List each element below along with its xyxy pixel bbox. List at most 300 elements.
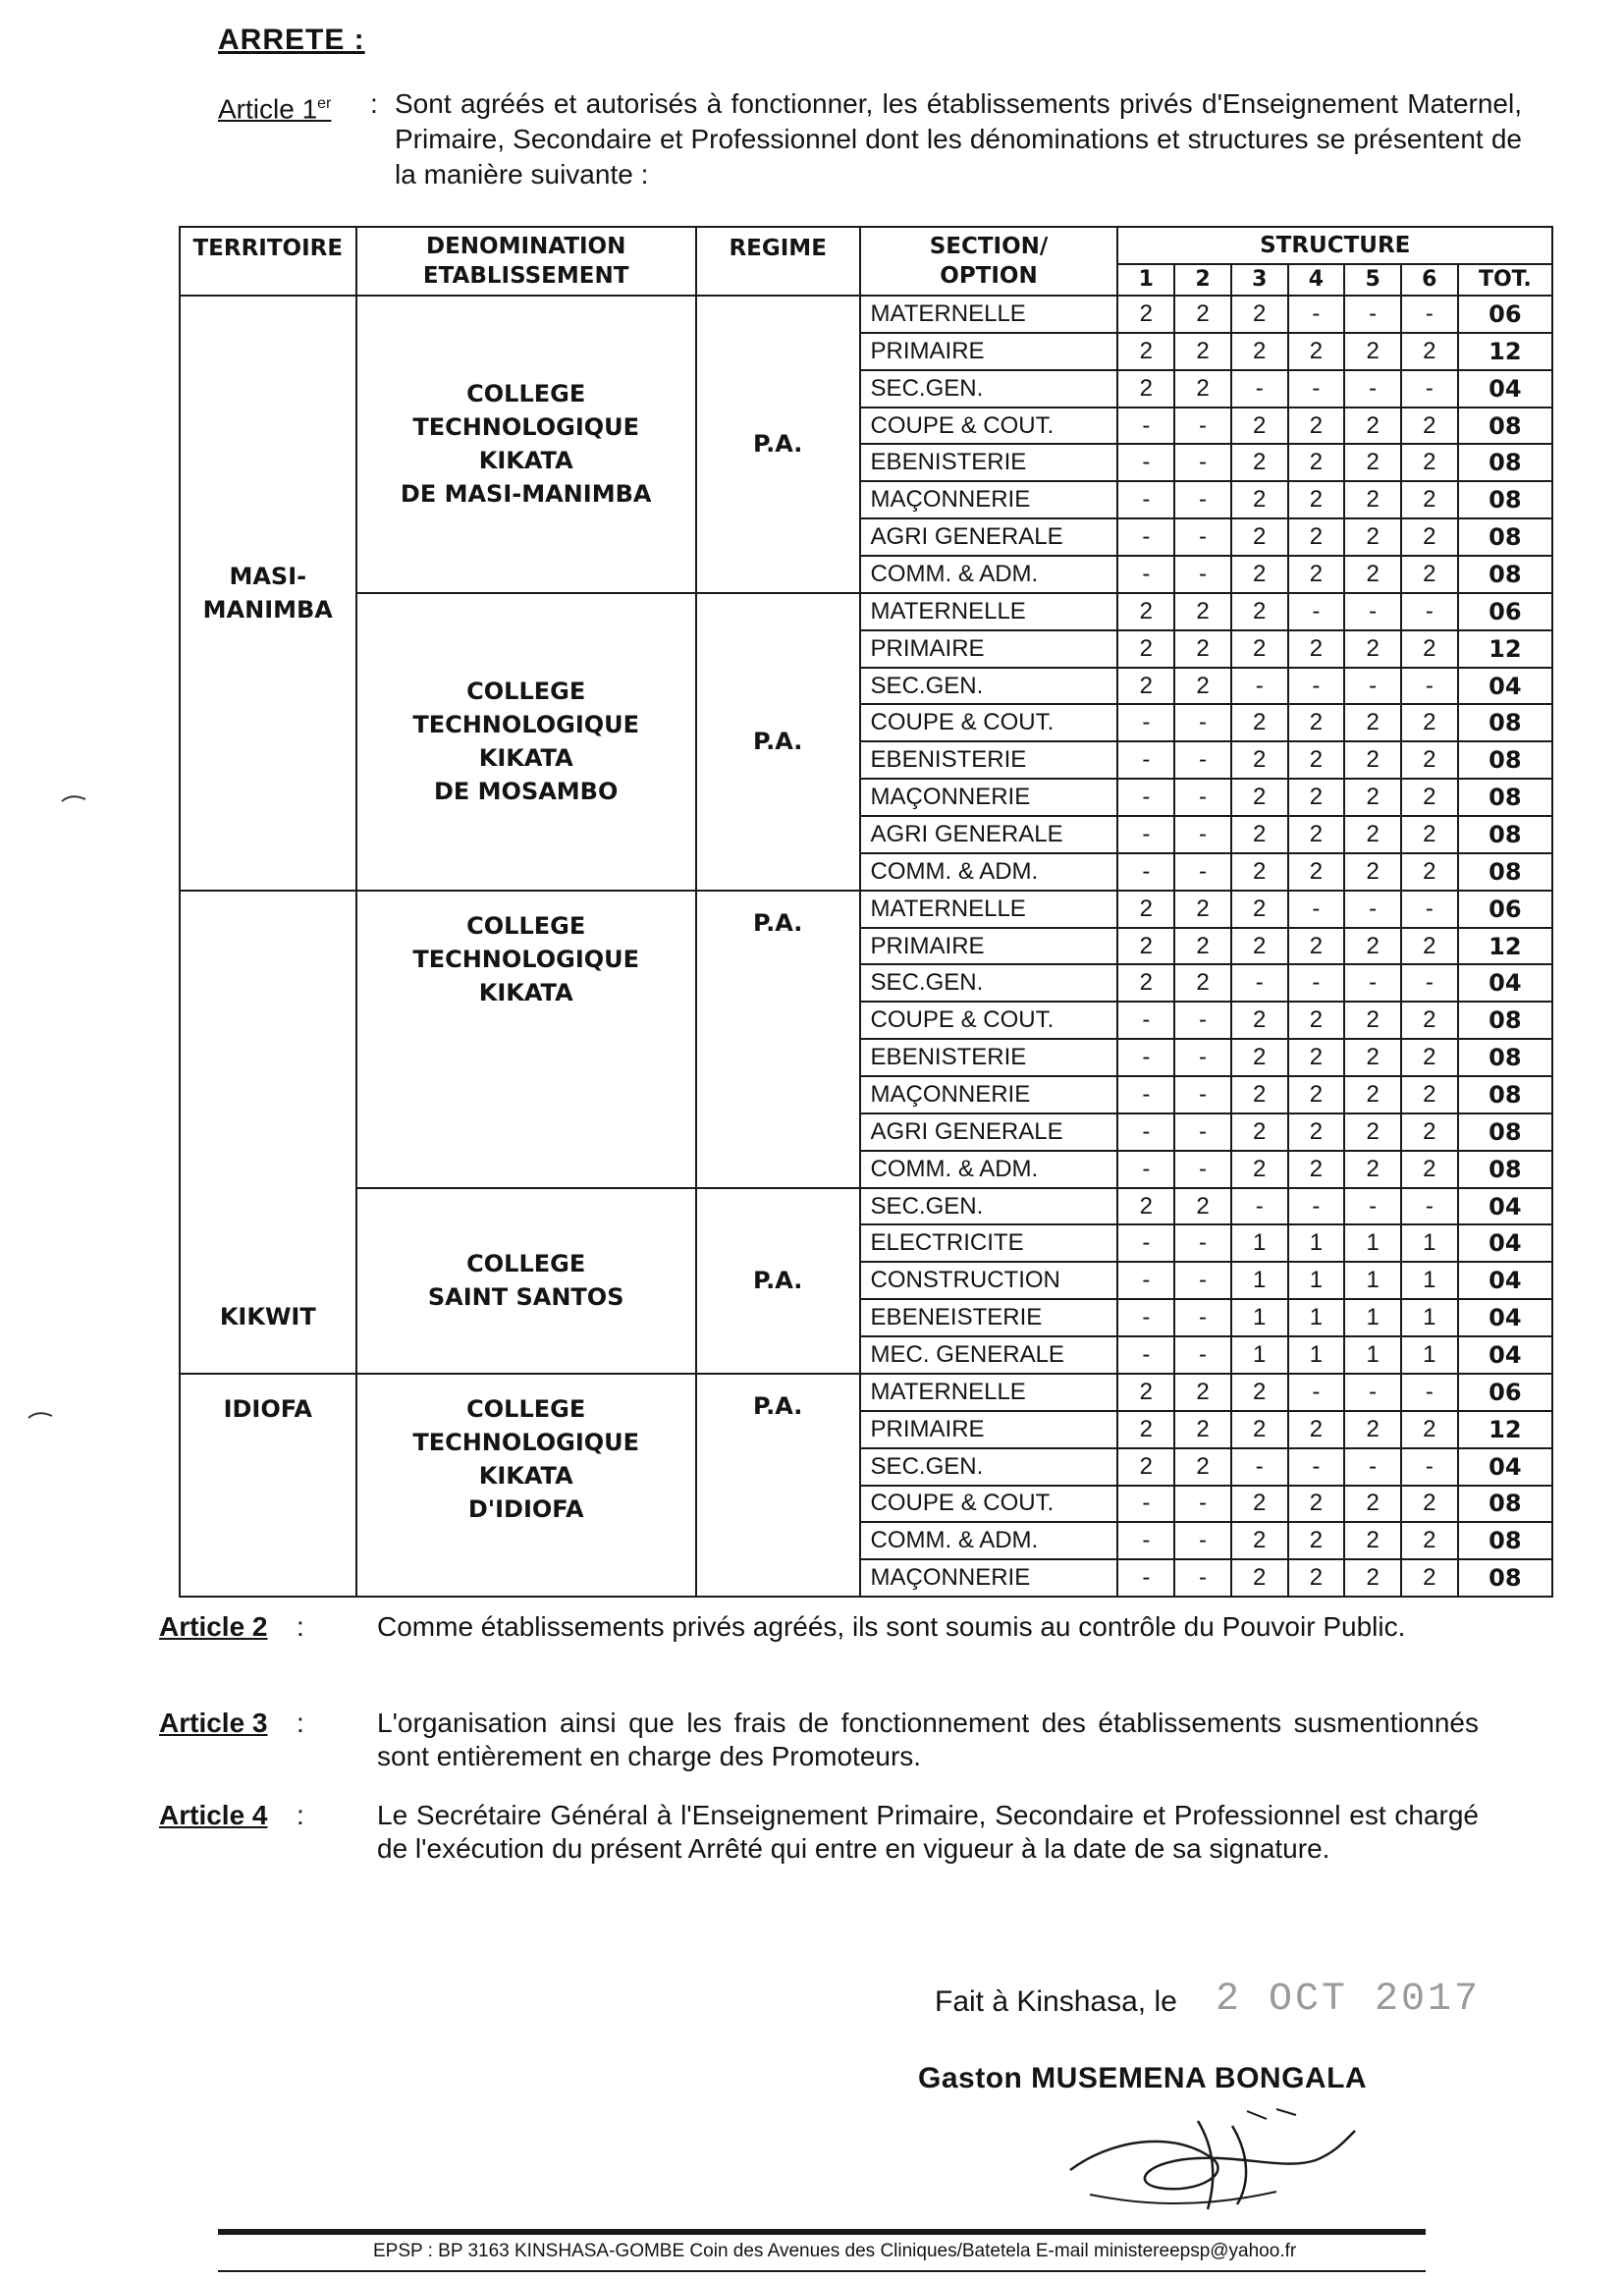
structure-cell-year-2: - (1174, 1299, 1231, 1336)
header-denomination: DENOMINATION ETABLISSEMENT (356, 227, 696, 296)
structure-cell-year-5: 2 (1344, 1559, 1401, 1597)
territory-cell: KIKWIT (180, 891, 356, 1374)
structure-cell-year-4: 2 (1288, 1151, 1345, 1188)
structure-cell-year-5: 2 (1344, 853, 1401, 891)
structure-cell-year-3: 2 (1231, 1486, 1288, 1523)
structure-cell-year-5: 2 (1344, 928, 1401, 965)
structure-cell-year-1: - (1117, 1002, 1174, 1039)
structure-cell-year-2: - (1174, 518, 1231, 556)
structure-cell-year-3: 2 (1231, 481, 1288, 518)
structure-cell-year-4: 2 (1288, 779, 1345, 816)
section-option-cell: SEC.GEN. (860, 1448, 1118, 1486)
structure-cell-year-3: 2 (1231, 816, 1288, 853)
structure-cell-year-3: - (1231, 1448, 1288, 1486)
structure-cell-year-6: - (1401, 1374, 1458, 1411)
structure-cell-year-3: 2 (1231, 1151, 1288, 1188)
establishment-name: COLLEGE TECHNOLOGIQUE KIKATA (356, 891, 696, 1188)
structure-cell-year-3: 2 (1231, 1411, 1288, 1448)
structure-cell-year-3: 2 (1231, 1113, 1288, 1151)
structure-cell-year-3: 2 (1231, 853, 1288, 891)
header-col-tot: TOT. (1458, 264, 1552, 296)
structure-cell-year-4: 2 (1288, 333, 1345, 370)
structure-cell-year-1: 2 (1117, 1411, 1174, 1448)
structure-cell-year-2: - (1174, 556, 1231, 593)
structure-cell-year-2: - (1174, 481, 1231, 518)
section-option-cell: COMM. & ADM. (860, 1151, 1118, 1188)
section-option-cell: EBENISTERIE (860, 741, 1118, 779)
structure-cell-year-2: 2 (1174, 630, 1231, 668)
structure-cell-year-3: 2 (1231, 1522, 1288, 1559)
section-option-cell: MATERNELLE (860, 891, 1118, 928)
structure-cell-year-1: - (1117, 518, 1174, 556)
total-cell: 04 (1458, 1188, 1552, 1225)
structure-cell-year-3: 2 (1231, 1076, 1288, 1113)
total-cell: 08 (1458, 853, 1552, 891)
structure-cell-year-2: - (1174, 1522, 1231, 1559)
structure-cell-year-2: 2 (1174, 296, 1231, 333)
structure-cell-year-6: 2 (1401, 928, 1458, 965)
structure-cell-year-4: - (1288, 593, 1345, 630)
regime-cell: P.A. (696, 593, 860, 891)
establishment-name: COLLEGE TECHNOLOGIQUE KIKATA D'IDIOFA (356, 1374, 696, 1597)
header-col-5: 5 (1344, 264, 1401, 296)
structure-cell-year-6: 2 (1401, 1076, 1458, 1113)
structure-cell-year-3: 2 (1231, 891, 1288, 928)
structure-cell-year-1: - (1117, 556, 1174, 593)
structure-cell-year-5: 2 (1344, 1486, 1401, 1523)
total-cell: 06 (1458, 296, 1552, 333)
structure-cell-year-3: - (1231, 668, 1288, 705)
section-option-cell: MAÇONNERIE (860, 1076, 1118, 1113)
regime-cell: P.A. (696, 1188, 860, 1374)
structure-cell-year-1: - (1117, 1039, 1174, 1076)
structure-cell-year-5: 2 (1344, 444, 1401, 481)
structure-cell-year-1: - (1117, 407, 1174, 445)
territory-cell: MASI- MANIMBA (180, 296, 356, 891)
total-cell: 04 (1458, 1336, 1552, 1374)
article-2-colon: : (297, 1611, 304, 1642)
footer-address: EPSP : BP 3163 KINSHASA-GOMBE Coin des Avenues des Cliniques/Batetela E-mail ministereepsp@yahoo.fr (373, 2241, 1297, 2261)
header-col-2: 2 (1174, 264, 1231, 296)
structure-cell-year-4: - (1288, 1374, 1345, 1411)
structure-cell-year-2: - (1174, 1559, 1231, 1597)
section-option-cell: EBENISTERIE (860, 1039, 1118, 1076)
structure-cell-year-2: 2 (1174, 1448, 1231, 1486)
structure-cell-year-2: - (1174, 741, 1231, 779)
header-territoire: TERRITOIRE (180, 227, 356, 296)
structure-cell-year-1: 2 (1117, 1448, 1174, 1486)
header-regime: REGIME (696, 227, 860, 296)
section-option-cell: CONSTRUCTION (860, 1262, 1118, 1299)
structure-cell-year-1: 2 (1117, 891, 1174, 928)
total-cell: 08 (1458, 1113, 1552, 1151)
structure-cell-year-4: - (1288, 964, 1345, 1002)
structure-cell-year-3: 2 (1231, 593, 1288, 630)
regime-cell: P.A. (696, 296, 860, 593)
structure-cell-year-6: 1 (1401, 1224, 1458, 1262)
structure-cell-year-1: - (1117, 779, 1174, 816)
structure-cell-year-6: - (1401, 296, 1458, 333)
total-cell: 06 (1458, 891, 1552, 928)
establishment-name: COLLEGE SAINT SANTOS (356, 1188, 696, 1374)
article-3-text: L'organisation ainsi que les frais de fonctionnement des établissements susmentionnés sont entièrement en charge des Promoteurs. (377, 1708, 1479, 1771)
structure-cell-year-3: 2 (1231, 556, 1288, 593)
structure-cell-year-1: - (1117, 1076, 1174, 1113)
article-3-colon: : (297, 1708, 304, 1738)
structure-cell-year-4: 1 (1288, 1262, 1345, 1299)
structure-cell-year-2: 2 (1174, 333, 1231, 370)
structure-cell-year-3: - (1231, 964, 1288, 1002)
structure-cell-year-1: 2 (1117, 668, 1174, 705)
total-cell: 12 (1458, 333, 1552, 370)
total-cell: 12 (1458, 630, 1552, 668)
structure-cell-year-5: 2 (1344, 1113, 1401, 1151)
structure-cell-year-5: - (1344, 296, 1401, 333)
structure-cell-year-6: 2 (1401, 518, 1458, 556)
total-cell: 08 (1458, 556, 1552, 593)
structure-cell-year-4: 2 (1288, 556, 1345, 593)
structure-cell-year-4: 2 (1288, 853, 1345, 891)
total-cell: 08 (1458, 779, 1552, 816)
structure-cell-year-5: - (1344, 1188, 1401, 1225)
structure-cell-year-3: 2 (1231, 630, 1288, 668)
structure-cell-year-6: 2 (1401, 444, 1458, 481)
total-cell: 04 (1458, 668, 1552, 705)
section-option-cell: COMM. & ADM. (860, 853, 1118, 891)
structure-cell-year-5: - (1344, 668, 1401, 705)
structure-cell-year-2: - (1174, 816, 1231, 853)
structure-cell-year-3: 2 (1231, 779, 1288, 816)
structure-cell-year-6: 2 (1401, 1039, 1458, 1076)
section-option-cell: MAÇONNERIE (860, 779, 1118, 816)
structure-cell-year-3: 1 (1231, 1262, 1288, 1299)
structure-cell-year-6: 1 (1401, 1262, 1458, 1299)
structure-cell-year-2: 2 (1174, 1411, 1231, 1448)
structure-cell-year-4: 2 (1288, 704, 1345, 741)
article-1-colon: : (370, 88, 378, 119)
total-cell: 08 (1458, 1559, 1552, 1597)
structure-cell-year-5: 1 (1344, 1224, 1401, 1262)
total-cell: 04 (1458, 1448, 1552, 1486)
structure-cell-year-1: - (1117, 444, 1174, 481)
structure-cell-year-6: - (1401, 1448, 1458, 1486)
structure-table (179, 226, 1553, 1598)
article-1-text: Sont agréés et autorisés à fonctionner, les établissements privés d'Enseignement Maternel, Primaire, Secondaire et Professionnel dont les dénominations et structures se présentent de la manière suivante : (395, 88, 1522, 190)
structure-cell-year-1: - (1117, 741, 1174, 779)
structure-cell-year-4: 2 (1288, 518, 1345, 556)
structure-cell-year-1: 2 (1117, 928, 1174, 965)
structure-cell-year-2: - (1174, 1486, 1231, 1523)
structure-cell-year-3: 2 (1231, 1374, 1288, 1411)
structure-cell-year-2: - (1174, 704, 1231, 741)
structure-cell-year-4: - (1288, 296, 1345, 333)
structure-cell-year-6: 2 (1401, 1113, 1458, 1151)
structure-cell-year-4: 1 (1288, 1224, 1345, 1262)
structure-cell-year-1: 2 (1117, 1188, 1174, 1225)
structure-cell-year-4: - (1288, 668, 1345, 705)
structure-cell-year-4: 2 (1288, 481, 1345, 518)
structure-cell-year-5: 2 (1344, 779, 1401, 816)
section-option-cell: PRIMAIRE (860, 928, 1118, 965)
structure-cell-year-6: 2 (1401, 741, 1458, 779)
section-option-cell: COUPE & COUT. (860, 1486, 1118, 1523)
article-1-label-text: Article 1 (218, 93, 318, 125)
structure-cell-year-1: - (1117, 1336, 1174, 1374)
article-2-text: Comme établissements privés agréés, ils sont soumis au contrôle du Pouvoir Public. (377, 1611, 1406, 1642)
structure-cell-year-3: 1 (1231, 1299, 1288, 1336)
structure-cell-year-3: 2 (1231, 928, 1288, 965)
structure-cell-year-4: 2 (1288, 1486, 1345, 1523)
structure-cell-year-5: 2 (1344, 1151, 1401, 1188)
structure-cell-year-3: - (1231, 1188, 1288, 1225)
section-option-cell: MAÇONNERIE (860, 1559, 1118, 1597)
total-cell: 04 (1458, 964, 1552, 1002)
structure-cell-year-5: - (1344, 964, 1401, 1002)
structure-cell-year-4: 2 (1288, 407, 1345, 445)
structure-cell-year-1: - (1117, 1486, 1174, 1523)
structure-cell-year-3: 2 (1231, 1002, 1288, 1039)
structure-cell-year-5: 2 (1344, 1411, 1401, 1448)
structure-cell-year-5: - (1344, 593, 1401, 630)
structure-cell-year-6: 2 (1401, 481, 1458, 518)
structure-cell-year-4: 2 (1288, 1522, 1345, 1559)
structure-cell-year-1: - (1117, 1224, 1174, 1262)
section-option-cell: AGRI GENERALE (860, 816, 1118, 853)
structure-cell-year-5: 2 (1344, 518, 1401, 556)
structure-cell-year-6: 2 (1401, 853, 1458, 891)
date-stamp: 2 OCT 2017 (1216, 1978, 1482, 2022)
structure-cell-year-6: 1 (1401, 1299, 1458, 1336)
structure-cell-year-6: 2 (1401, 1559, 1458, 1597)
section-option-cell: MATERNELLE (860, 1374, 1118, 1411)
table-row (180, 296, 1552, 333)
structure-cell-year-5: 2 (1344, 407, 1401, 445)
structure-cell-year-5: - (1344, 1448, 1401, 1486)
structure-cell-year-1: 2 (1117, 964, 1174, 1002)
structure-cell-year-6: 2 (1401, 1522, 1458, 1559)
article-4-colon: : (297, 1800, 304, 1830)
structure-cell-year-1: - (1117, 1559, 1174, 1597)
section-option-cell: AGRI GENERALE (860, 1113, 1118, 1151)
footer-rule-thin (218, 2270, 1426, 2272)
territory-cell: IDIOFA (180, 1374, 356, 1597)
structure-cell-year-5: 1 (1344, 1299, 1401, 1336)
structure-cell-year-5: 1 (1344, 1262, 1401, 1299)
header-col-4: 4 (1288, 264, 1345, 296)
total-cell: 08 (1458, 1522, 1552, 1559)
structure-cell-year-1: 2 (1117, 296, 1174, 333)
header-section-option: SECTION/ OPTION (860, 227, 1118, 296)
structure-cell-year-6: 2 (1401, 1151, 1458, 1188)
structure-cell-year-1: - (1117, 1113, 1174, 1151)
structure-cell-year-4: - (1288, 891, 1345, 928)
structure-cell-year-2: 2 (1174, 964, 1231, 1002)
structure-cell-year-6: 2 (1401, 1486, 1458, 1523)
structure-cell-year-2: - (1174, 407, 1231, 445)
handwritten-signature (1051, 2101, 1365, 2219)
total-cell: 08 (1458, 518, 1552, 556)
structure-cell-year-6: 2 (1401, 704, 1458, 741)
structure-cell-year-6: 2 (1401, 779, 1458, 816)
article-3 (159, 1707, 1494, 1773)
total-cell: 08 (1458, 816, 1552, 853)
section-option-cell: MATERNELLE (860, 296, 1118, 333)
structure-cell-year-3: 2 (1231, 1559, 1288, 1597)
structure-cell-year-5: 2 (1344, 333, 1401, 370)
structure-cell-year-2: - (1174, 1262, 1231, 1299)
structure-cell-year-4: 2 (1288, 1039, 1345, 1076)
table-row (180, 1188, 1552, 1225)
article-4-text: Le Secrétaire Général à l'Enseignement Primaire, Secondaire et Professionnel est chargé de l'exécution du présent Arrêté qui entre en vigueur à la date de sa signature. (377, 1800, 1479, 1864)
document-heading: ARRETE : (218, 24, 365, 56)
structure-cell-year-1: 2 (1117, 333, 1174, 370)
structure-cell-year-2: 2 (1174, 891, 1231, 928)
structure-cell-year-4: - (1288, 1448, 1345, 1486)
structure-cell-year-2: - (1174, 779, 1231, 816)
structure-cell-year-1: 2 (1117, 630, 1174, 668)
article-3-label: Article 3 (159, 1708, 268, 1738)
structure-cell-year-3: 2 (1231, 407, 1288, 445)
total-cell: 12 (1458, 1411, 1552, 1448)
structure-cell-year-6: - (1401, 593, 1458, 630)
section-option-cell: COMM. & ADM. (860, 1522, 1118, 1559)
structure-cell-year-2: - (1174, 1336, 1231, 1374)
structure-cell-year-6: 2 (1401, 630, 1458, 668)
section-option-cell: EBENISTERIE (860, 444, 1118, 481)
structure-cell-year-1: 2 (1117, 593, 1174, 630)
structure-cell-year-3: 2 (1231, 333, 1288, 370)
structure-cell-year-4: 2 (1288, 630, 1345, 668)
structure-cell-year-3: 1 (1231, 1224, 1288, 1262)
structure-cell-year-2: 2 (1174, 1188, 1231, 1225)
structure-cell-year-3: 2 (1231, 741, 1288, 779)
structure-cell-year-5: 2 (1344, 741, 1401, 779)
structure-cell-year-2: - (1174, 1151, 1231, 1188)
structure-cell-year-1: 2 (1117, 1374, 1174, 1411)
section-option-cell: ELECTRICITE (860, 1224, 1118, 1262)
total-cell: 04 (1458, 1262, 1552, 1299)
header-structure: STRUCTURE (1117, 227, 1552, 264)
structure-cell-year-5: - (1344, 891, 1401, 928)
total-cell: 04 (1458, 1299, 1552, 1336)
total-cell: 08 (1458, 1039, 1552, 1076)
article-4 (159, 1799, 1494, 1866)
table-row (180, 891, 1552, 928)
section-option-cell: SEC.GEN. (860, 1188, 1118, 1225)
structure-cell-year-4: 1 (1288, 1336, 1345, 1374)
article-2 (159, 1610, 1494, 1644)
article-2-label: Article 2 (159, 1611, 268, 1642)
structure-cell-year-3: 2 (1231, 1039, 1288, 1076)
structure-cell-year-4: 2 (1288, 1411, 1345, 1448)
structure-cell-year-5: 2 (1344, 704, 1401, 741)
structure-cell-year-1: 2 (1117, 370, 1174, 407)
article-1 (218, 86, 1534, 192)
structure-cell-year-5: 2 (1344, 1522, 1401, 1559)
structure-cell-year-4: 2 (1288, 1076, 1345, 1113)
structure-cell-year-4: 2 (1288, 444, 1345, 481)
article-4-label: Article 4 (159, 1800, 268, 1830)
structure-cell-year-2: 2 (1174, 370, 1231, 407)
structure-cell-year-5: 2 (1344, 481, 1401, 518)
section-option-cell: MEC. GENERALE (860, 1336, 1118, 1374)
structure-cell-year-6: 1 (1401, 1336, 1458, 1374)
structure-cell-year-1: - (1117, 1299, 1174, 1336)
total-cell: 08 (1458, 1076, 1552, 1113)
structure-cell-year-6: - (1401, 891, 1458, 928)
structure-cell-year-4: 1 (1288, 1299, 1345, 1336)
structure-cell-year-3: 2 (1231, 704, 1288, 741)
header-col-3: 3 (1231, 264, 1288, 296)
header-col-6: 6 (1401, 264, 1458, 296)
section-option-cell: AGRI GENERALE (860, 518, 1118, 556)
structure-cell-year-2: 2 (1174, 1374, 1231, 1411)
structure-cell-year-2: - (1174, 444, 1231, 481)
structure-cell-year-1: - (1117, 1522, 1174, 1559)
structure-cell-year-4: 2 (1288, 741, 1345, 779)
section-option-cell: SEC.GEN. (860, 964, 1118, 1002)
structure-cell-year-4: 2 (1288, 928, 1345, 965)
section-option-cell: COMM. & ADM. (860, 556, 1118, 593)
total-cell: 08 (1458, 1151, 1552, 1188)
total-cell: 08 (1458, 407, 1552, 445)
total-cell: 04 (1458, 1224, 1552, 1262)
structure-cell-year-2: - (1174, 1002, 1231, 1039)
total-cell: 08 (1458, 704, 1552, 741)
table-row (180, 593, 1552, 630)
structure-cell-year-5: 2 (1344, 816, 1401, 853)
section-option-cell: PRIMAIRE (860, 630, 1118, 668)
structure-cell-year-2: - (1174, 1039, 1231, 1076)
section-option-cell: PRIMAIRE (860, 1411, 1118, 1448)
scan-mark (61, 793, 86, 803)
total-cell: 06 (1458, 593, 1552, 630)
structure-cell-year-2: - (1174, 1076, 1231, 1113)
article-1-label (218, 86, 331, 127)
structure-cell-year-2: - (1174, 853, 1231, 891)
section-option-cell: COUPE & COUT. (860, 704, 1118, 741)
footer-rule (218, 2229, 1426, 2235)
structure-cell-year-5: 2 (1344, 1039, 1401, 1076)
total-cell: 08 (1458, 481, 1552, 518)
total-cell: 08 (1458, 741, 1552, 779)
structure-cell-year-6: 2 (1401, 1411, 1458, 1448)
structure-cell-year-2: 2 (1174, 928, 1231, 965)
structure-table-body (180, 296, 1552, 1597)
section-option-cell: COUPE & COUT. (860, 1002, 1118, 1039)
structure-cell-year-5: 2 (1344, 1002, 1401, 1039)
structure-cell-year-6: 2 (1401, 556, 1458, 593)
table-row (180, 1374, 1552, 1411)
section-option-cell: MAÇONNERIE (860, 481, 1118, 518)
structure-cell-year-1: - (1117, 1262, 1174, 1299)
structure-cell-year-6: - (1401, 964, 1458, 1002)
structure-cell-year-6: - (1401, 370, 1458, 407)
structure-cell-year-5: 2 (1344, 1076, 1401, 1113)
structure-cell-year-6: - (1401, 1188, 1458, 1225)
structure-cell-year-4: 2 (1288, 816, 1345, 853)
article-1-label-sup: er (317, 95, 332, 112)
section-option-cell: EBENEISTERIE (860, 1299, 1118, 1336)
section-option-cell: PRIMAIRE (860, 333, 1118, 370)
structure-cell-year-1: - (1117, 816, 1174, 853)
signature-place: Fait à Kinshasa, le (935, 1985, 1177, 2018)
structure-cell-year-4: 2 (1288, 1002, 1345, 1039)
total-cell: 06 (1458, 1374, 1552, 1411)
structure-cell-year-4: - (1288, 370, 1345, 407)
structure-cell-year-6: 2 (1401, 1002, 1458, 1039)
structure-cell-year-5: 2 (1344, 556, 1401, 593)
